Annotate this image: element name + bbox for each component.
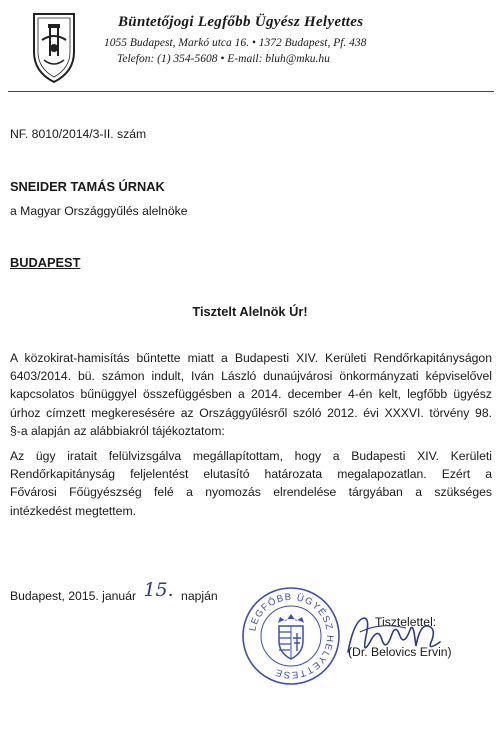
office-address: 1055 Budapest, Markó utca 16. • 1372 Budapest, Pf. 438 bbox=[104, 37, 367, 49]
body-paragraph-1 bbox=[10, 349, 492, 440]
paragraph-line: kapcsolatos bűnüggyel összefüggésben a 2014. december 4-én kelt, legfőbb ügyész bbox=[10, 387, 492, 402]
header-divider bbox=[8, 91, 494, 92]
recipient-city: BUDAPEST bbox=[10, 255, 81, 270]
date-line bbox=[10, 579, 218, 605]
date-prefix: Budapest, 2015. január bbox=[10, 589, 137, 603]
paragraph-line: 6403/2014. bü. számon indult, Iván László dunaújvárosi önkormányzati képviselővel bbox=[10, 369, 492, 384]
closing-text: Tisztelettel: bbox=[375, 615, 437, 629]
paragraph-line: úrhoz címzett megkeresésére az Országgyűlésről szóló 2012. évi XXXVI. törvény 98. bbox=[10, 405, 492, 420]
official-stamp bbox=[240, 585, 342, 687]
paragraph-line: Rendőrkapitányság feljelentést elutasító határozata megalapozatlan. Ezért a bbox=[10, 467, 492, 482]
body-paragraph-2 bbox=[10, 447, 492, 520]
recipient-name: SNEIDER TAMÁS ÚRNAK bbox=[10, 179, 165, 194]
date-suffix: napján bbox=[181, 589, 218, 603]
salutation: Tisztelt Alelnök Úr! bbox=[192, 304, 308, 319]
signatory-name: (Dr. Belovics Ervin) bbox=[348, 645, 452, 659]
reference-number: NF. 8010/2014/3-II. szám bbox=[10, 127, 147, 141]
handwritten-day: 15. bbox=[143, 579, 174, 601]
office-title: Büntetőjogi Legfőbb Ügyész Helyettes bbox=[118, 14, 364, 30]
paragraph-line: intézkedést megtettem. bbox=[10, 503, 136, 518]
paragraph-line: Fővárosi Főügyészség felé a nyomozás elrendelése tárgyában a szükséges bbox=[10, 485, 492, 500]
prosecution-emblem-logo bbox=[28, 8, 80, 86]
paragraph-line: A közokirat-hamisítás bűntette miatt a Budapesti XIV. Kerületi Rendőrkapitányságon bbox=[10, 351, 492, 365]
office-contact: Telefon: (1) 354-5608 • E-mail: bluh@mku.hu bbox=[117, 53, 330, 65]
paragraph-line: §-a alapján az alábbiakról tájékoztatom: bbox=[10, 423, 225, 438]
recipient-role: a Magyar Országgyűlés alelnöke bbox=[10, 204, 188, 218]
paragraph-line: Az ügy iratait felülvizsgálva megállapítottam, hogy a Budapesti XIV. Kerületi bbox=[10, 449, 492, 463]
stamp-text: LEGFŐBB ÜGYÉSZ HELYETTESE bbox=[247, 591, 336, 681]
